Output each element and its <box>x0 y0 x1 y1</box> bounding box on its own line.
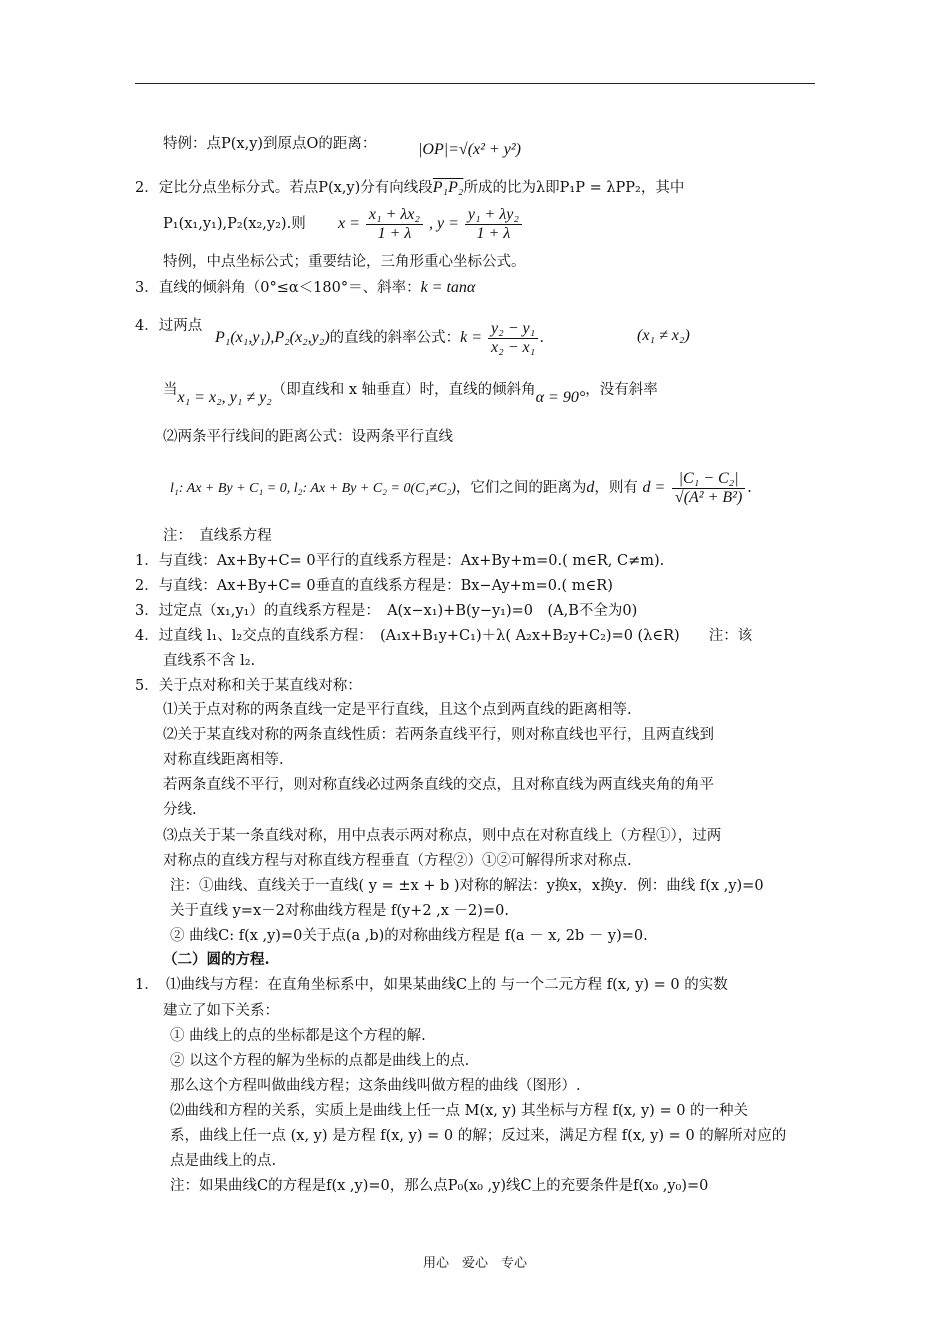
text-span: ，它们之间的距离为 <box>455 480 587 496</box>
math-symbol: d <box>586 479 595 496</box>
text-span: （即直线和 x 轴垂直）时，直线的倾斜角 <box>271 382 536 398</box>
text-line: 注：如果曲线C的方程是f(x ,y)=0，那么点P₀(x₀ ,y)线C上的充要条件是f(x₀ ,y₀)=0 <box>170 1178 709 1194</box>
text-span: ，没有斜率 <box>585 382 658 398</box>
text-line: ⑴关于点对称的两条直线一定是平行直线，且这个点到两直线的距离相等. <box>163 702 632 718</box>
text-line: 1．与直线：Ax+By+C= 0平行的直线系方程是：Ax+By+m=0.( m∈R, C≠m). <box>135 553 665 569</box>
fraction <box>366 206 423 243</box>
text-line: 4．过两点 <box>135 318 203 334</box>
page-footer: 用心 爱心 专心 <box>422 1256 527 1271</box>
text-line <box>135 178 684 198</box>
text-line: 4．过直线 l₁、l₂交点的直线系方程： (A₁x+B₁y+C₁)＋λ( A₂x+B₂y+C₂)=0 (λ∈R) 注：该 <box>135 628 753 644</box>
denominator: 1 + λ <box>377 224 412 242</box>
numerator: x₁ + λx₂ <box>366 206 423 225</box>
fraction <box>465 206 522 243</box>
text-span: 2．定比分点坐标分式。若点P(x,y)分有向线段 <box>135 180 433 196</box>
text-span: 所成的比为λ即P₁P = λPP₂，其中 <box>463 180 685 196</box>
math-formula: |OP|=√(x² + y²) <box>418 141 521 158</box>
section-heading: （二）圆的方程. <box>163 951 270 968</box>
text-line: 3．过定点（x₁,y₁）的直线系方程是： A(x−x₁)+B(y−y₁)=0 (A,B不全为0) <box>135 603 638 619</box>
denominator: 1 + λ <box>476 224 511 242</box>
denominator: √(A² + B²) <box>674 488 743 506</box>
numerator: y₂ − y₁ <box>488 320 538 339</box>
math-condition: (x₁ ≠ x₂) <box>637 327 690 344</box>
text-line: 建立了如下关系： <box>163 1003 279 1019</box>
text-line <box>163 134 376 154</box>
text-line: ⑶点关于某一条直线对称，用中点表示两对称点，则中点在对称直线上（方程①），过两 <box>163 828 722 844</box>
text-line: ⑵两条平行线间的距离公式：设两条平行直线 <box>163 429 453 445</box>
slope-formula <box>215 318 544 358</box>
text-span: 3．直线的倾斜角（0°≤α＜180°＝、斜率： <box>135 280 421 296</box>
math-formula: l₁: Ax + By + C₁ = 0, l₂: Ax + By + C₂ = 0(C₁≠C₂) <box>170 481 456 496</box>
text-span: . <box>540 329 545 346</box>
text-line: 直线系不含 l₂. <box>163 653 256 669</box>
text-line: 关于直线 y=x－2对称曲线方程是 f(y+2 ,x －2)=0. <box>170 903 509 919</box>
distance-formula-line <box>170 468 752 509</box>
text-line: 2．与直线：Ax+By+C= 0垂直的直线系方程是：Bx−Ay+m=0.( m∈R) <box>135 578 613 594</box>
math-symbol: d = <box>642 479 666 496</box>
text-line: 分线. <box>163 802 197 818</box>
text-line: ⑵曲线和方程的关系，实质上是曲线上任一点 M(x, y) 其坐标与方程 f(x, y) = 0 的一种关 <box>170 1103 749 1119</box>
header-rule <box>135 83 815 84</box>
text-line: 注：①曲线、直线关于一直线( y = ±x + b )对称的解法：y换x，x换y．例：曲线 f(x ,y)=0 <box>170 878 764 894</box>
text-line: 特例，中点坐标公式；重要结论，三角形重心坐标公式。 <box>163 254 526 270</box>
text-line <box>135 278 475 298</box>
text-line: 那么这个方程叫做曲线方程；这条曲线叫做方程的曲线（图形）. <box>170 1078 581 1094</box>
math-formula: α = 90° <box>535 389 586 406</box>
text-span: ，则有 <box>594 480 638 496</box>
section-formula <box>338 204 524 244</box>
math-symbol: k = <box>460 329 483 346</box>
text-span: . <box>747 480 752 496</box>
text-span: 特例：点P(x,y)到原点O的距离： <box>163 136 377 152</box>
text-line: 若两条直线不平行，则对称直线必过两条直线的交点，且对称直线为两直线夹角的角平 <box>163 777 714 793</box>
text-line <box>163 380 658 408</box>
text-line: ② 以这个方程的解为坐标的点都是曲线上的点. <box>170 1053 470 1069</box>
fraction <box>488 320 538 357</box>
text-line: ① 曲线上的点的坐标都是这个方程的解. <box>170 1028 426 1044</box>
text-span: P₁(x₁,y₁),P₂(x₂,y₂).则 <box>163 216 306 232</box>
text-span: 的直线的斜率公式： <box>329 330 461 346</box>
math-formula: k = tanα <box>420 279 476 296</box>
numerator: |C₁ − C₂| <box>672 470 745 489</box>
text-line: 系，曲线上任一点 (x, y) 是方程 f(x, y) = 0 的解；反过来，满足方程 f(x, y) = 0 的解所对应的 <box>170 1128 787 1144</box>
math-symbol: P₁(x₁,y₁),P₂(x₂,y₂) <box>215 329 330 346</box>
math-formula: x₁ = x₂, y₁ ≠ y₂ <box>177 389 272 406</box>
text-line <box>163 214 306 234</box>
math-symbol: x = <box>338 215 360 232</box>
text-line: 点是曲线上的点. <box>170 1153 277 1169</box>
vector-symbol: P₁P₂ <box>432 179 464 196</box>
math-symbol: , y = <box>428 215 459 232</box>
text-line: ⑵关于某直线对称的两条直线性质：若两条直线平行，则对称直线也平行，且两直线到 <box>163 727 714 743</box>
text-line: 对称点的直线方程与对称直线方程垂直（方程②）①②可解得所求对称点. <box>163 853 632 869</box>
fraction <box>672 470 745 507</box>
text-line: 5．关于点对称和关于某直线对称： <box>135 678 362 694</box>
text-span: 当 <box>163 382 178 398</box>
text-line: 注： 直线系方程 <box>163 528 272 544</box>
text-line: ② 曲线C: f(x ,y)=0关于点(a ,b)的对称曲线方程是 f(a － x, 2b － y)=0. <box>170 928 648 944</box>
numerator: y₁ + λy₂ <box>465 206 522 225</box>
text-line: 对称直线距离相等. <box>163 752 284 768</box>
text-line: 1． ⑴曲线与方程：在直角坐标系中，如果某曲线C上的 与一个二元方程 f(x, y) = 0 的实数 <box>135 977 728 993</box>
denominator: x₂ − x₁ <box>491 338 536 356</box>
